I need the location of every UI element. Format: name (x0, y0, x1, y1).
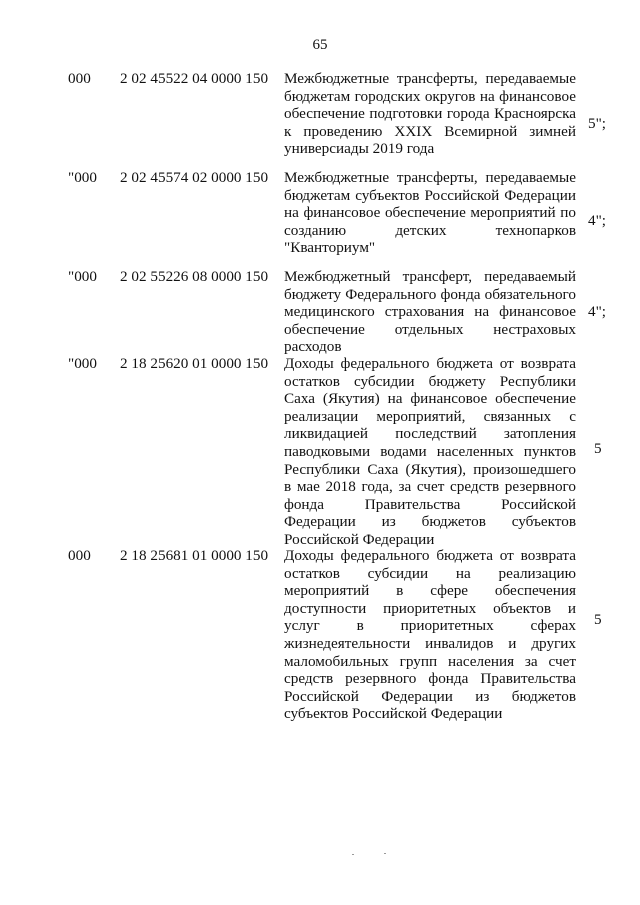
row-description: Доходы федерального бюджета от возврата остатков субсидии бюджету Республики Саха (Якутия) на финансовое обеспечение реализации мероприятий, связанных с ликвидацией последствий затопления паводковыми водами населенных пунктов Республики Саха (Якутия), произошедшего в мае 2018 года, за счет средств резервного фонда Правительства Российской Федерации из бюджетов субъектов Российской Федерации (284, 355, 576, 548)
kbk-code: 2 18 25620 01 0000 150 (120, 355, 269, 372)
admin-code: 000 (68, 70, 91, 87)
admin-code: "000 (68, 268, 97, 285)
row-note: 4"; (588, 303, 607, 320)
kbk-code: 2 02 45574 02 0000 150 (120, 169, 269, 186)
scan-speck (384, 853, 386, 854)
row-note: 4"; (588, 212, 607, 229)
kbk-code: 2 02 55226 08 0000 150 (120, 268, 269, 285)
row-description: Доходы федерального бюджета от возврата остатков субсидии на реализацию мероприятий в сфере обеспечения доступности приоритетных объектов и услуг в приоритетных сферах жизнедеятельности инвалидов и других маломобильных групп населения за счет средств резервного фонда Правительства Российской Федерации из бюджетов субъектов Российской Федерации (284, 547, 576, 723)
row-note: 5 (594, 611, 602, 628)
scan-speck (352, 854, 354, 855)
admin-code: "000 (68, 169, 97, 186)
row-description: Межбюджетный трансферт, передаваемый бюджету Федерального фонда обязательного медицинского страхования на финансовое обеспечение отдельных нестраховых расходов (284, 268, 576, 356)
page-number: 65 (312, 37, 328, 53)
row-note: 5 (594, 440, 602, 457)
admin-code: 000 (68, 547, 91, 564)
admin-code: "000 (68, 355, 97, 372)
row-note: 5"; (588, 115, 607, 132)
row-description: Межбюджетные трансферты, передаваемые бюджетам городских округов на финансовое обеспечение подготовки города Красноярска к проведению XXIX Всемирной зимней универсиады 2019 года (284, 70, 576, 158)
row-description: Межбюджетные трансферты, передаваемые бюджетам субъектов Российской Федерации на финансовое обеспечение мероприятий по созданию детских технопарков "Кванториум" (284, 169, 576, 257)
kbk-code: 2 02 45522 04 0000 150 (120, 70, 269, 87)
kbk-code: 2 18 25681 01 0000 150 (120, 547, 269, 564)
